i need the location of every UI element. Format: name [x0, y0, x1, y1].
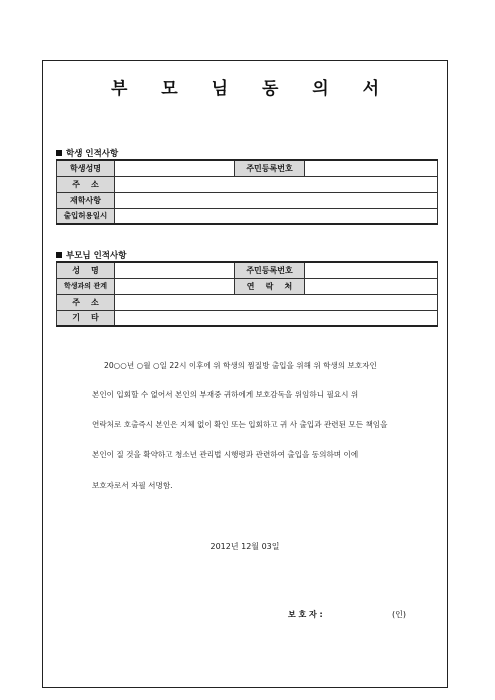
student-address-field[interactable]: [115, 176, 438, 192]
contact-label: 연 락 처: [235, 278, 305, 294]
table-row: [57, 208, 438, 224]
other-field[interactable]: [115, 310, 438, 326]
student-id-number-label: 주민등록번호: [235, 160, 305, 176]
student-address-label: 주 소: [57, 176, 115, 192]
parent-name-label: 성 명: [57, 262, 115, 278]
parent-id-number-label: 주민등록번호: [235, 262, 305, 278]
guardian-signature-label: 보 호 자 :: [288, 610, 323, 619]
consent-text-line: 본인이 질 것을 확약하고 청소년 관리법 시행령과 관련하여 출입을 동의하며 이에: [92, 450, 359, 459]
parent-address-field[interactable]: [115, 294, 438, 310]
entry-permit-datetime-field[interactable]: [115, 208, 438, 224]
relationship-field[interactable]: [115, 278, 235, 294]
student-name-field[interactable]: [115, 160, 235, 176]
table-row: [57, 160, 438, 176]
table-row: [57, 310, 438, 326]
square-bullet-icon: [56, 252, 62, 258]
parent-name-field[interactable]: [115, 262, 235, 278]
table-row: [57, 294, 438, 310]
student-enrollment-label: 재학사항: [57, 192, 115, 208]
table-row: [57, 262, 438, 278]
parent-section-heading: 부모님 인적사항: [56, 249, 126, 261]
other-label: 기 타: [57, 310, 115, 326]
student-info-table: [56, 159, 438, 225]
document-date: 2012년 12월 03일: [210, 542, 280, 551]
square-bullet-icon: [56, 150, 62, 156]
student-section-heading: 학생 인적사항: [56, 147, 118, 159]
relationship-label: 학생과의 관계: [57, 278, 115, 294]
parent-id-number-field[interactable]: [305, 262, 438, 278]
entry-permit-datetime-label: 출입허용일시: [57, 208, 115, 224]
student-id-number-field[interactable]: [305, 160, 438, 176]
table-row: [57, 176, 438, 192]
seal-mark: (인): [392, 610, 406, 619]
table-row: [57, 278, 438, 294]
table-row: [57, 192, 438, 208]
parent-info-table: [56, 261, 438, 327]
parent-address-label: 주 소: [57, 294, 115, 310]
student-enrollment-field[interactable]: [115, 192, 438, 208]
student-name-label: 학생성명: [57, 160, 115, 176]
contact-field[interactable]: [305, 278, 438, 294]
document-title: 부 모 님 동 의 서: [110, 79, 394, 99]
consent-text-line: 연락처로 호출즉시 본인은 지체 없이 확인 또는 입회하고 귀 사 출입과 관련된 모든 책임을: [92, 420, 388, 429]
consent-text-line: 보호자로서 자필 서명함.: [92, 481, 173, 490]
consent-text-line: 20○○년 ○월 ○일 22시 이후에 위 학생의 찜질방 출입을 위해 위 학생의 보호자인: [104, 361, 377, 370]
consent-text-line: 본인이 입회할 수 없어서 본인의 부재중 귀하에게 보호감독을 위임하니 필요시 위: [92, 390, 359, 399]
